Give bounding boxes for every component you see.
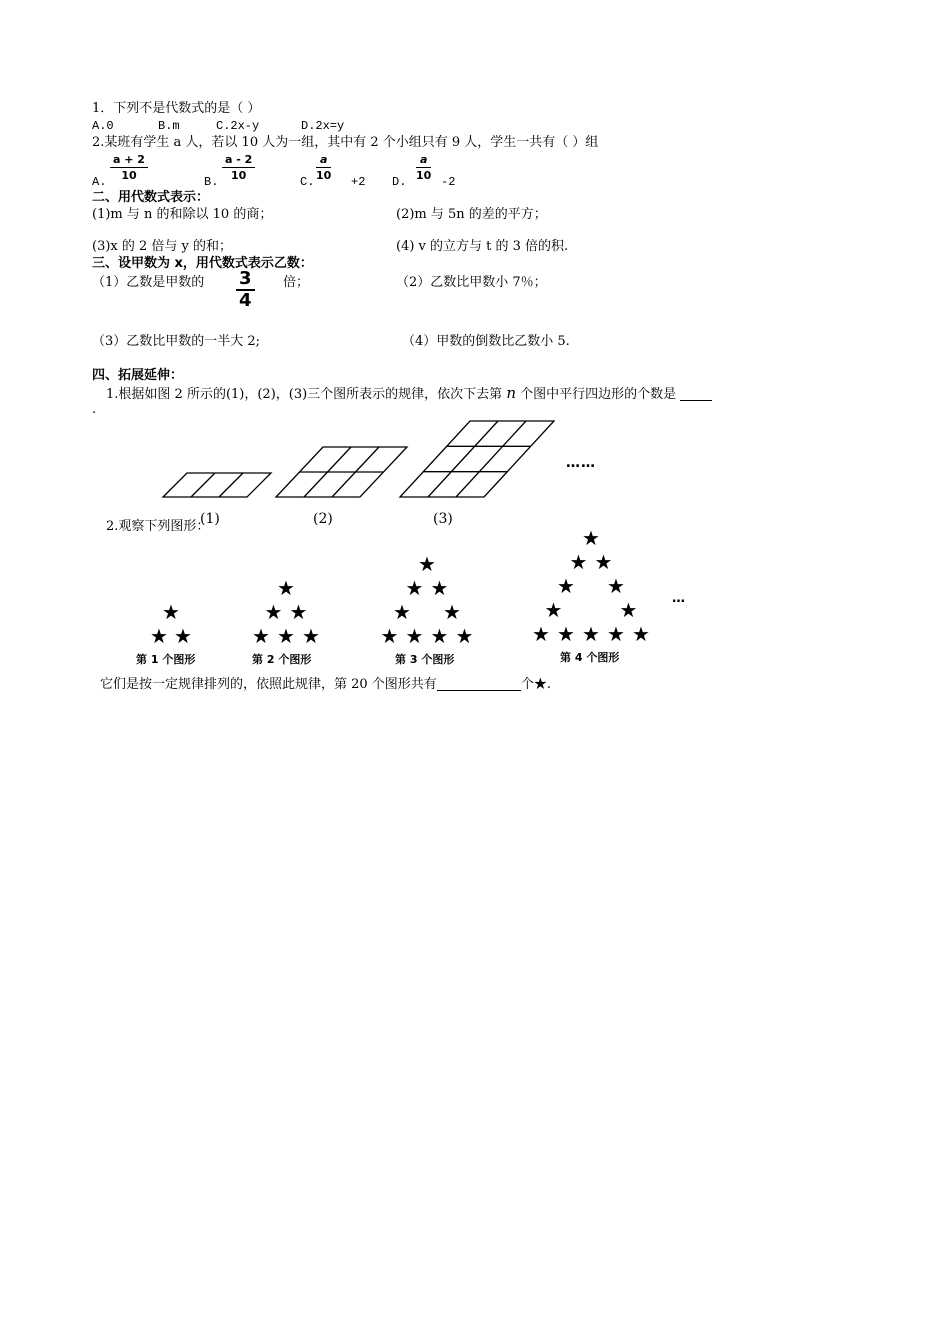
section4-q2-title: 2.观察下列图形： (106, 519, 210, 534)
section2-item-4: (4) v 的立方与 t 的 3 倍的积. (396, 239, 569, 254)
q2-option-a-letter: A. (92, 175, 107, 189)
q2-option-b-fraction (222, 154, 255, 181)
section2-title: 二、用代数式表示： (92, 190, 210, 205)
star-icon: ★ (380, 624, 399, 648)
star-icon: ★ (162, 600, 180, 624)
fraction-denominator: 10 (416, 169, 432, 182)
star-icon: ★ (264, 600, 283, 624)
q2-option-c-fraction (316, 154, 331, 181)
q2-stem: 2.某班有学生 a 人，若以 10 人为一组，其中有 2 个小组只有 9 人，学生一共有（ ）组 (92, 135, 599, 150)
fraction-numerator: a - 2 (222, 154, 255, 168)
star-icon: ★ (582, 622, 600, 646)
star-icon: ★ (582, 526, 600, 550)
answer-blank[interactable] (680, 388, 712, 401)
star-icon: ★ (430, 624, 449, 648)
fraction-denominator: 10 (121, 169, 137, 182)
fraction-denominator: 10 (316, 169, 332, 182)
section4-title: 四、拓展延伸： (92, 368, 184, 383)
star-caption-1: 第 1 个图形 (136, 653, 196, 666)
fraction-denominator: 4 (239, 290, 252, 311)
section3-fraction (236, 270, 255, 310)
star-icon: ★ (430, 576, 449, 600)
q1-stem: 1．下列不是代数式的是（ ） (92, 101, 261, 116)
star-icon: ★ (569, 550, 588, 574)
star-icon: ★ (632, 622, 650, 646)
section3-item-4: （4）甲数的倒数比乙数小 5. (402, 334, 570, 349)
section3-item-1-after: 倍； (283, 275, 310, 290)
star-icon: ★ (607, 622, 625, 646)
star-icon: ★ (544, 598, 563, 622)
section4-q2-text (100, 678, 551, 691)
q2-option-b-letter: B. (204, 175, 219, 189)
fraction-numerator: a (316, 154, 331, 168)
section2-item-2: (2)m 与 5n 的差的平方； (396, 207, 547, 222)
answer-blank[interactable] (437, 678, 521, 691)
section4-q1-before: 1.根据如图 2 所示的(1)，(2)，(3)三个图所表示的规律，依次下去第 (106, 387, 503, 402)
q2-option-d-suffix: -2 (441, 175, 456, 189)
section4-q1-variable: n (506, 384, 516, 402)
section4-q2-text-after: 个★. (520, 677, 551, 692)
star-icon: ★ (619, 598, 638, 622)
q1-option-c: C.2x-y (216, 119, 260, 133)
star-icon: ★ (174, 624, 192, 648)
section4-q1-dot: . (92, 402, 97, 417)
fraction-numerator: a + 2 (110, 154, 148, 168)
section3-item-1-before: （1）乙数是甲数的 (92, 275, 205, 290)
section3-title: 三、设甲数为 x，用代数式表示乙数： (92, 256, 313, 271)
section4-q2-text-before: 它们是按一定规律排列的，依照此规律，第 20 个图形共有 (100, 677, 437, 692)
q2-option-a-fraction (110, 154, 148, 181)
star-icon: ★ (607, 574, 625, 598)
star-icon: ★ (405, 576, 424, 600)
star-icon: ★ (557, 574, 575, 598)
section4-q1 (106, 386, 712, 401)
fraction-numerator: 3 (236, 270, 255, 291)
q2-option-c-suffix: +2 (351, 175, 366, 189)
q1-option-a: A.0 (92, 119, 114, 133)
star-caption-4: 第 4 个图形 (560, 651, 620, 664)
figure-label-2: (2) (313, 511, 333, 527)
q2-option-d-fraction (416, 154, 431, 181)
section3-item-3: （3）乙数比甲数的一半大 2; (92, 334, 261, 349)
fraction-numerator: a (416, 154, 431, 168)
section3-item-2: （2）乙数比甲数小 7％； (396, 275, 547, 290)
fraction-denominator: 10 (231, 169, 247, 182)
star-icon: ★ (302, 624, 320, 648)
star-icon: ★ (557, 622, 575, 646)
star-icon: ★ (277, 576, 295, 600)
star-caption-2: 第 2 个图形 (252, 653, 312, 666)
section4-q1-after: 个图中平行四边形的个数是 (520, 387, 677, 402)
star-icon: ★ (532, 622, 550, 646)
star-icon: ★ (443, 600, 461, 624)
figures-ellipsis: …… (566, 455, 596, 471)
section2-item-1: (1)m 与 n 的和除以 10 的商； (92, 207, 273, 222)
figure-label-3: (3) (433, 511, 453, 527)
q1-option-b: B.m (158, 119, 180, 133)
stars-ellipsis: … (672, 591, 685, 606)
star-icon: ★ (277, 624, 295, 648)
star-icon: ★ (289, 600, 308, 624)
q2-option-d-letter: D. (392, 175, 407, 189)
q2-option-c-letter: C. (300, 175, 315, 189)
star-icon: ★ (150, 624, 168, 648)
star-icon: ★ (455, 624, 474, 648)
star-icon: ★ (252, 624, 270, 648)
section2-item-3: (3)x 的 2 倍与 y 的和； (92, 239, 233, 254)
star-icon: ★ (393, 600, 411, 624)
star-caption-3: 第 3 个图形 (395, 653, 455, 666)
figure-label-1: (1) (200, 511, 220, 527)
star-icon: ★ (594, 550, 613, 574)
parallelogram-grid (150, 410, 620, 510)
star-icon: ★ (418, 552, 436, 576)
q1-option-d: D.2x=y (301, 119, 345, 133)
star-icon: ★ (405, 624, 424, 648)
